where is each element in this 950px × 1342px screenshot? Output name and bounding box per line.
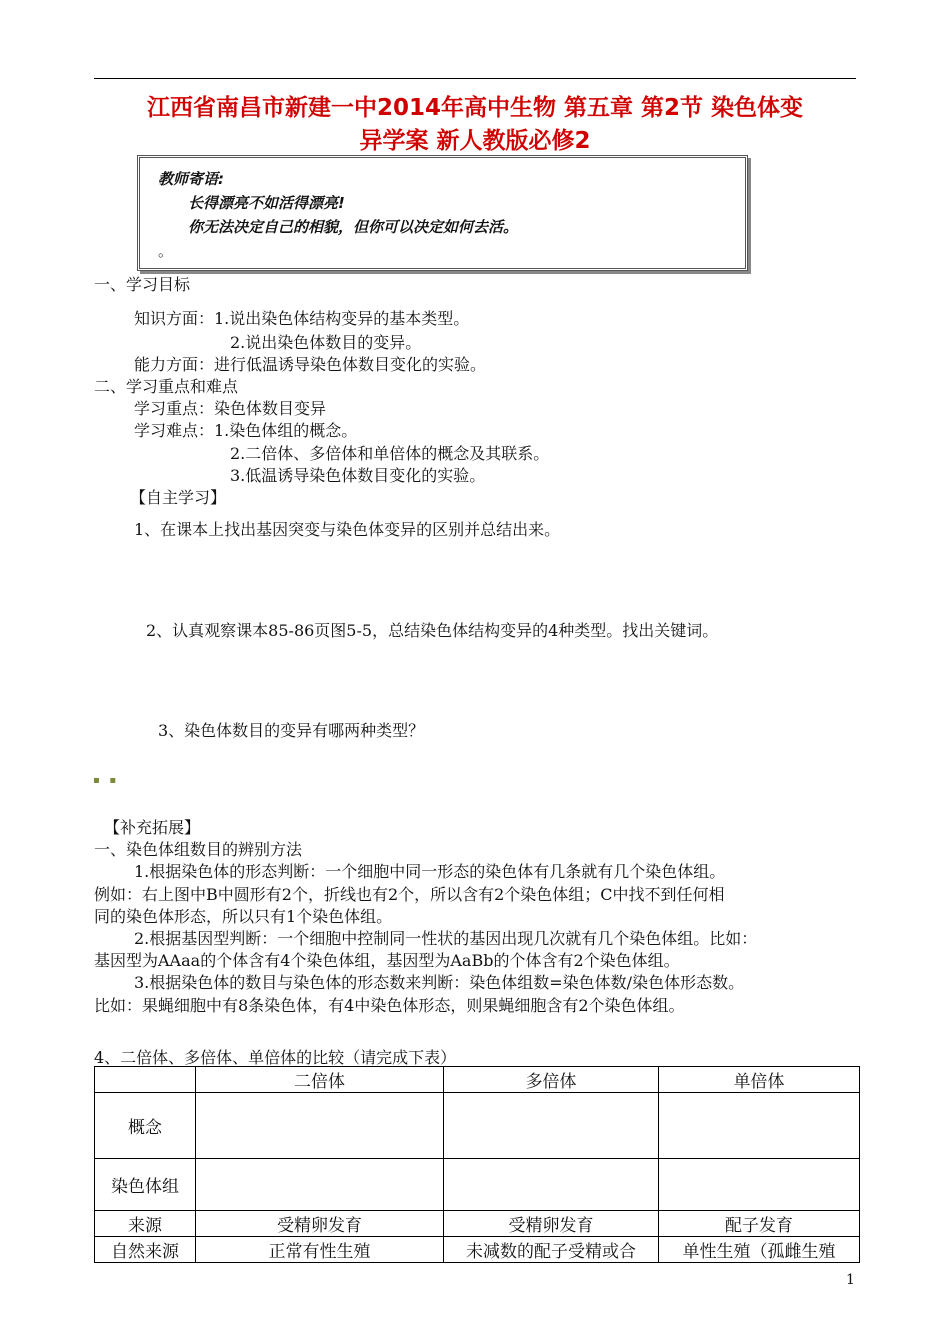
row-label: 来源: [95, 1211, 196, 1237]
table-header-cell: 单倍体: [659, 1067, 860, 1093]
row-label: 概念: [95, 1093, 196, 1159]
self-study-heading: 【自主学习】: [130, 488, 227, 507]
row-label: 染色体组: [95, 1159, 196, 1211]
extension-paragraph: 比如：果蝇细胞中有8条染色体，有4中染色体形态，则果蝇细胞含有2个染色体组。: [94, 996, 685, 1015]
extension-paragraph: 例如：右上图中B中圆形有2个，折线也有2个，所以含有2个染色体组；C中找不到任何相: [94, 885, 725, 904]
extension-heading: 【补充拓展】: [104, 818, 201, 837]
question-4: 4、二倍体、多倍体、单倍体的比较（请完成下表）: [94, 1048, 457, 1067]
table-row: [95, 1093, 860, 1159]
section-2-title: 二、学习重点和难点: [94, 377, 239, 396]
table-cell: [659, 1159, 860, 1211]
extension-paragraph: 2.根据基因型判断：一个细胞中控制同一性状的基因出现几次就有几个染色体组。比如：: [134, 929, 758, 948]
question-3: 3、染色体数目的变异有哪两种类型？: [158, 721, 425, 740]
title-line-2: 异学案 新人教版必修2: [359, 128, 591, 154]
table-cell: [196, 1093, 444, 1159]
table-header-cell: 多倍体: [444, 1067, 659, 1093]
table-cell: 正常有性生殖: [196, 1237, 444, 1263]
table-cell: 受精卵发育: [196, 1211, 444, 1237]
table-cell: [444, 1093, 659, 1159]
objective-ability: 能力方面：进行低温诱导染色体数目变化的实验。: [134, 355, 487, 374]
row-label: 自然来源: [95, 1237, 196, 1263]
teacher-message-heading: 教师寄语:: [158, 170, 224, 188]
table-row: [95, 1237, 860, 1263]
teacher-message-line: 长得漂亮不如活得漂亮!: [188, 194, 345, 212]
extension-paragraph: 基因型为AAaa的个体含有4个染色体组，基因型为AaBb的个体含有2个染色体组。: [94, 951, 680, 970]
table-cell: [659, 1093, 860, 1159]
teacher-message-line: 你无法决定自己的相貌，但你可以决定如何去活。: [188, 218, 519, 236]
table-cell: [444, 1159, 659, 1211]
table-header-cell: 二倍体: [196, 1067, 444, 1093]
teacher-message-end: 。: [158, 242, 174, 260]
table-cell: 单性生殖（孤雌生殖: [659, 1237, 860, 1263]
objective-knowledge: 知识方面：1.说出染色体结构变异的基本类型。: [134, 309, 470, 328]
extension-paragraph: 同的染色体形态，所以只有1个染色体组。: [94, 907, 393, 926]
extension-paragraph: 1.根据染色体的形态判断：一个细胞中同一形态的染色体有几条就有几个染色体组。: [134, 862, 726, 881]
section-1-title: 一、学习目标: [94, 275, 191, 294]
study-difficulty: 学习难点：1.染色体组的概念。: [134, 421, 358, 440]
teacher-message-box: [137, 155, 748, 271]
table-header-cell: [95, 1067, 196, 1093]
header-rule: [94, 78, 856, 79]
extension-paragraph: 3.根据染色体的数目与染色体的形态数来判断：染色体组数=染色体数/染色体形态数。: [134, 973, 745, 992]
table-header-row: [95, 1067, 860, 1093]
study-difficulty-2: 2.二倍体、多倍体和单倍体的概念及其联系。: [230, 444, 550, 463]
table-cell: 未减数的配子受精或合: [444, 1237, 659, 1263]
page-number: 1: [846, 1272, 855, 1288]
table-cell: 配子发育: [659, 1211, 860, 1237]
document-title: [94, 92, 856, 158]
question-1: 1、在课本上找出基因突变与染色体变异的区别并总结出来。: [134, 520, 561, 539]
study-difficulty-3: 3.低温诱导染色体数目变化的实验。: [230, 466, 486, 485]
table-row: [95, 1211, 860, 1237]
title-line-1: 江西省南昌市新建一中2014年高中生物 第五章 第2节 染色体变: [146, 95, 804, 121]
table-row: [95, 1159, 860, 1211]
question-2: 2、认真观察课本85-86页图5-5，总结染色体结构变异的4种类型。找出关键词。: [146, 621, 719, 640]
table-cell: 受精卵发育: [444, 1211, 659, 1237]
study-focus: 学习重点：染色体数目变异: [134, 399, 327, 418]
comparison-table: [94, 1066, 860, 1263]
extension-subtitle: 一、染色体组数目的辨别方法: [94, 840, 303, 859]
objective-knowledge-2: 2.说出染色体数目的变异。: [230, 333, 422, 352]
table-cell: [196, 1159, 444, 1211]
stray-mark: ▪ ▪: [93, 775, 117, 786]
